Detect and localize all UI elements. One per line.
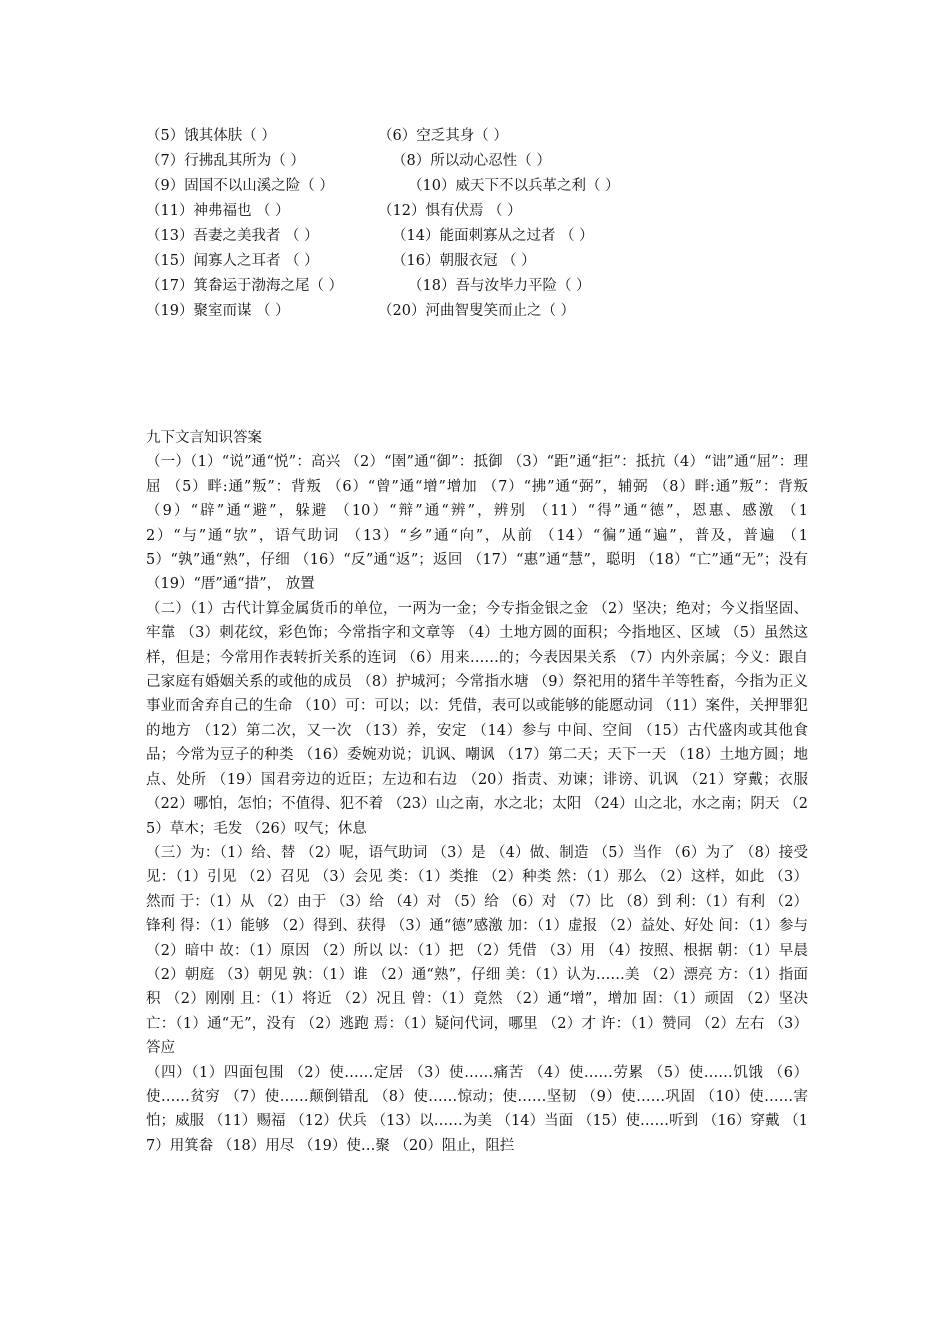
- question-left: （11）神弗福也 （ ）: [146, 203, 290, 219]
- answer-paragraph-4: （四）（1）四面包围 （2）使……定居 （3）使……痛苦 （4）使……劳累 （5）使……饥饿 （6）使……贫穷 （7）使……颠倒错乱 （8）使……惊动；使……坚韧 （9）使……巩固 （10）使……害怕；威服 （11）赐福 （12）伏兵 （13）以……为美 （14）当面 （15）使……听到 （16）穿戴 （17）用箕畚 （18）用尽 （19）使…聚 （20）阻止，阻拦: [146, 1064, 808, 1154]
- question-right: （16）朝服衣冠 （ ）: [392, 253, 536, 269]
- question-right: （6）空乏其身（ ）: [378, 128, 508, 144]
- question-right: （12）惧有伏焉 （ ）: [378, 203, 522, 219]
- question-left: （15）闻寡人之耳者 （ ）: [146, 253, 319, 269]
- question-left: （5）饿其体肤（ ）: [146, 128, 276, 144]
- question-right: （20）河曲智叟笑而止之（ ）: [378, 303, 576, 319]
- question-right: （14）能面刺寡从之过者 （ ）: [392, 228, 594, 244]
- question-left: （9）固国不以山溪之险（ ）: [146, 178, 334, 194]
- question-left: （13）吾妻之美我者 （ ）: [146, 228, 319, 244]
- answer-paragraph-3: （三）为：（1）给、替 （2）呢，语气助词 （3）是 （4）做、制造 （5）当作 （6）为了 （8）接受 见：（1）引见 （2）召见 （3）会见 类：（1）类推 （2）种类 然：（1）那么 （2）这样，如此 （3）然而 于：（1）从 （2）由于 （3）给 （4）对 （5）给 （6）对 （7）比 （8）到 利：（1）有利 （2）锋利 得：（1）能够 （2）得到、获得 （3）通“德”感激 加：（1）虚报 （2）益处、好处 间：（1）参与 （2）暗中 故：（1）原因 （2）所以 以：（1）把 （2）凭借 （3）用 （4）按照、根据 朝：（1）早晨 （2）朝庭 （3）朝见 孰：（1）谁 （2）通“熟”，仔细 美：（1）认为……美 （2）漂亮 方：（1）指面积 （2）刚刚 且：（1）将近 （2）况且 曾：（1）竟然 （2）通“增”，增加 固：（1）顽固 （2）坚决 亡：（1）通“无”，没有 （2）逃跑 焉：（1）疑问代词，哪里 （2）才 许：（1）赞同 （2）左右 （3）答应: [146, 844, 808, 1057]
- question-left: （19）聚室而谋 （ ）: [146, 303, 290, 319]
- question-right: （18）吾与汝毕力平险（ ）: [408, 278, 591, 294]
- answer-paragraph-1: （一）（1）“说”通“悦”：高兴 （2）“圉”通“御”：抵御 （3）“距”通“拒”：抵抗（4）“诎”通“屈”：理屈 （5）畔:通”叛”：背叛 （6）“曾”通“增”增加 （7）“拂”通“弼”，辅弼 （8）畔:通”叛”：背叛 （9）“辟”通“避”，躲避 （10）“辩”通“辨”，辨别 （11）“得”通“德”，恩惠、感激 （12）“与”通“欤”，语气助词 （13）“乡”通“向”，从前 （14）“徧”通“遍”，普及，普遍 （15）“孰”通“熟”，仔细 （16）“反”通“返”；返回 （17）“惠”通“慧”，聪明 （18）“亡”通“无”；没有 （19）“厝”通“措”， 放置: [146, 454, 808, 593]
- question-left: （7）行拂乱其所为（ ）: [146, 153, 305, 169]
- question-right: （10）威天下不以兵革之利（ ）: [408, 178, 620, 194]
- answer-paragraph-2: （二）（1）古代计算金属货币的单位，一两为一金；今专指金银之金 （2）坚决；绝对；今义指坚固、牢靠 （3）刺花纹，彩色饰；今常指字和文章等 （4）土地方圆的面积；今指地区、区域 （5）虽然这样，但是；今常用作表转折关系的连词 （6）用来……的；今表因果关系 （7）内外亲属；今义：跟自己家庭有婚姻关系的或他的成员 （8）护城河；今常指水塘 （9）祭祀用的猪牛羊等牲畜，今指为正义事业而舍弃自己的生命 （10）可：可以；以：凭借，表可以或能够的能愿动词 （11）案件，关押罪犯的地方 （12）第二次，又一次 （13）养，安定 （14）参与 中间、空间 （15）古代盛肉或其他食品；今常为豆子的种类 （16）委婉劝说；讥讽、嘲讽 （17）第二天；天下一天 （18）土地方圆；地点、处所 （19）国君旁边的近臣；左边和右边 （20）指责、劝谏；诽谤、讥讽 （21）穿戴；衣服 （22）哪怕，怎怕；不值得、犯不着 （23）山之南，水之北；太阳 （24）山之北，水之南；阴天 （25）草木；毛发 （26）叹气；休息: [146, 600, 808, 837]
- question-left: （17）箕畚运于渤海之尾（ ）: [146, 278, 344, 294]
- answer-section: [146, 426, 808, 1158]
- answer-heading: 九下文言知识答案: [146, 430, 262, 446]
- question-right: （8）所以动心忍性（ ）: [392, 153, 551, 169]
